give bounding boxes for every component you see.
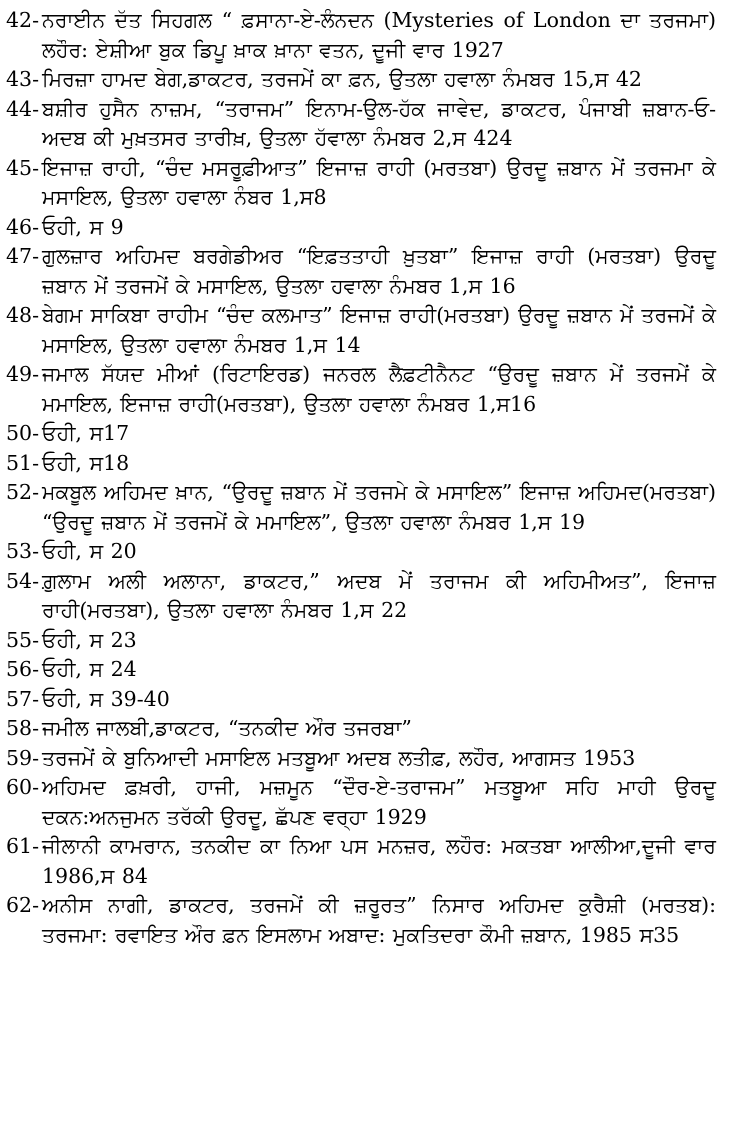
reference-number: 44- bbox=[6, 96, 40, 121]
reference-text: ਜੀਲਾਨੀ ਕਾਮਰਾਨ, ਤਨਕੀਦ ਕਾ ਨਿਆ ਪਸ ਮਨਜ਼ਰ, ਲਹੌਰ: ਮਕਤਬਾ ਆਲੀਆ,ਦੂਜੀ ਵਾਰ 1986,ਸ 84 bbox=[42, 834, 716, 888]
reference-item bbox=[6, 832, 716, 891]
reference-item bbox=[6, 685, 716, 715]
reference-number: 55- bbox=[6, 627, 40, 652]
reference-item bbox=[6, 891, 716, 950]
reference-number: 52- bbox=[6, 480, 40, 504]
reference-text: ਓਹੀ, ਸ18 bbox=[42, 450, 130, 475]
reference-item bbox=[6, 154, 716, 213]
reference-number: 50- bbox=[6, 421, 40, 445]
reference-item bbox=[6, 6, 716, 65]
reference-text: ਗ਼ੁਲਾਮ ਅਲੀ ਅਲਾਨਾ, ਡਾਕਟਰ,” ਅਦਬ ਮੇਂ ਤਰਾਜਮ ਕੀ ਅਹਿਮੀਅਤ”, ਇਜਾਜ਼ ਰਾਹੀ(ਮਰਤਬਾ), ਉਤਲਾ ਹਵਾਲਾ ਨੰਮਬਰ 1,ਸ 22 bbox=[42, 568, 716, 622]
reference-item bbox=[6, 65, 716, 95]
reference-item bbox=[6, 537, 716, 567]
reference-item bbox=[6, 714, 716, 744]
reference-text: ਜਮਾਲ ਸੱਯਦ ਮੀਆਂ (ਰਿਟਾਇਰਡ) ਜਨਰਲ ਲੈਫ਼ਟੀਨੈਨਟ “ਉਰਦੂ ਜ਼ਬਾਨ ਮੇਂ ਤਰਜਮੇਂ ਕੇ ਮਮਾਇਲ, ਇਜਾਜ਼ ਰਾਹੀ(ਮਰਤਬਾ), ਉਤਲਾ ਹਵਾਲਾ ਨੰਮਬਰ 1,ਸ16 bbox=[42, 362, 716, 416]
reference-text: ਮਕਬੂਲ ਅਹਿਮਦ ਖ਼ਾਨ, “ਉਰਦੂ ਜ਼ਬਾਨ ਮੇਂ ਤਰਜਮੇ ਕੇ ਮਸਾਇਲ” ਇਜਾਜ਼ ਅਹਿਮਦ(ਮਰਤਬਾ) “ਉਰਦੂ ਜ਼ਬਾਨ ਮੇਂ ਤਰਜਮੇਂ ਕੇ ਮਮਾਇਲ”, ਉਤਲਾ ਹਵਾਲਾ ਨੰਮਬਰ 1,ਸ 19 bbox=[42, 480, 716, 534]
reference-text: ਓਹੀ, ਸ 23 bbox=[42, 627, 137, 652]
reference-item bbox=[6, 478, 716, 537]
reference-text: ਓਹੀ, ਸ 24 bbox=[42, 657, 137, 681]
reference-text: ਇਜਾਜ਼ ਰਾਹੀ, “ਚੰਦ ਮਸਰੂਫ਼ੀਆਤ” ਇਜਾਜ਼ ਰਾਹੀ (ਮਰਤਬਾ) ਉਰਦੂ ਜ਼ਬਾਨ ਮੇਂ ਤਰਜਮਾ ਕੇ ਮਸਾਇਲ, ਉਤਲਾ ਹਵਾਲਾ ਨੰਬਰ 1,ਸ8 bbox=[42, 155, 716, 209]
reference-item bbox=[6, 95, 716, 154]
reference-item bbox=[6, 744, 716, 774]
reference-number: 56- bbox=[6, 657, 40, 681]
reference-item bbox=[6, 213, 716, 243]
reference-item bbox=[6, 567, 716, 626]
reference-text: ਅਹਿਮਦ ਫ਼ਖ਼ਰੀ, ਹਾਜੀ, ਮਜ਼ਮੂਨ “ਦੌਰ-ਏ-ਤਰਾਜਮ” ਮਤਬੂਆ ਸਹਿ ਮਾਹੀ ਉਰਦੂ ਦਕਨ:ਅਨਜੁਮਨ ਤਰੱਕੀ ਉਰਦੂ, ਛੱਪਣ ਵਰ੍ਹਾ 1929 bbox=[42, 775, 716, 829]
reference-item bbox=[6, 626, 716, 656]
reference-text: ਬੇਗਮ ਸਾਕਿਬਾ ਰਾਹੀਮ “ਚੰਦ ਕਲਮਾਤ” ਇਜਾਜ਼ ਰਾਹੀ(ਮਰਤਬਾ) ਉਰਦੂ ਜ਼ਬਾਨ ਮੇਂ ਤਰਜਮੇਂ ਕੇ ਮਸਾਇਲ, ਉਤਲਾ ਹਵਾਲਾ ਨੰਮਬਰ 1,ਸ 14 bbox=[42, 303, 716, 357]
reference-item bbox=[6, 449, 716, 479]
reference-number: 49- bbox=[6, 362, 40, 386]
reference-number: 48- bbox=[6, 303, 40, 327]
reference-number: 62- bbox=[6, 893, 40, 917]
reference-number: 54- bbox=[6, 568, 40, 593]
reference-text: ਜਮੀਲ ਜਾਲਬੀ,ਡਾਕਟਰ, “ਤਨਕੀਦ ਔਰ ਤਜਰਬਾ” bbox=[42, 716, 412, 740]
reference-text: ਬਸ਼ੀਰ ਹੁਸੈਨ ਨਾਜ਼ਮ, “ਤਰਾਜਮ” ਇਨਾਮ-ਉਲ-ਹੱਕ ਜਾਵੇਦ, ਡਾਕਟਰ, ਪੰਜਾਬੀ ਜ਼ਬਾਨ-ਓ-ਅਦਬ ਕੀ ਮੁਖ਼ਤਸਰ ਤਾਰੀਖ਼, ਉਤਲਾ ਹੱਵਾਲਾ ਨੰਮਬਰ 2,ਸ 424 bbox=[42, 96, 716, 150]
reference-number: 59- bbox=[6, 745, 40, 770]
reference-text: ਓਹੀ, ਸ17 bbox=[42, 421, 130, 445]
reference-number: 47- bbox=[6, 244, 40, 268]
reference-text: ਅਨੀਸ ਨਾਗੀ, ਡਾਕਟਰ, ਤਰਜਮੇਂ ਕੀ ਜ਼ਰੂਰਤ” ਨਿਸਾਰ ਅਹਿਮਦ ਕੁਰੈਸ਼ੀ (ਮਰਤਬ): ਤਰਜਮਾ: ਰਵਾਇਤ ਔਰ ਫ਼ਨ ਇਸਲਾਮ ਅਬਾਦ: ਮੁਕਤਿਦਰਾ ਕੌਮੀ ਜ਼ਬਾਨ, 1985 ਸ35 bbox=[42, 893, 716, 947]
reference-number: 42- bbox=[6, 8, 40, 32]
reference-text: ਓਹੀ, ਸ 20 bbox=[42, 539, 137, 563]
reference-text: ਗੁਲਜ਼ਾਰ ਅਹਿਮਦ ਬਰਗੇਡੀਅਰ “ਇਫ਼ਤਤਾਹੀ ਖ਼ੁਤਬਾ” ਇਜਾਜ਼ ਰਾਹੀ (ਮਰਤਬਾ) ਉਰਦੂ ਜ਼ਬਾਨ ਮੇਂ ਤਰਜਮੇਂ ਕੇ ਮਸਾਇਲ, ਉਤਲਾ ਹਵਾਲਾ ਨੰਮਬਰ 1,ਸ 16 bbox=[42, 244, 716, 298]
reference-item bbox=[6, 419, 716, 449]
reference-text: ਮਿਰਜ਼ਾ ਹਾਮਦ ਬੇਗ,ਡਾਕਟਰ, ਤਰਜਮੇਂ ਕਾ ਫ਼ਨ, ਉਤਲਾ ਹਵਾਲਾ ਨੰਮਬਰ 15,ਸ 42 bbox=[42, 67, 642, 91]
reference-number: 57- bbox=[6, 686, 40, 711]
reference-item bbox=[6, 773, 716, 832]
reference-number: 60- bbox=[6, 775, 40, 799]
reference-item bbox=[6, 242, 716, 301]
reference-number: 51- bbox=[6, 450, 40, 475]
reference-text: ਤਰਜਮੇਂ ਕੇ ਬੁਨਿਆਦੀ ਮਸਾਇਲ ਮਤਬੂਆ ਅਦਬ ਲਤੀਫ਼, ਲਹੌਰ, ਆਗਸਤ 1953 bbox=[42, 745, 636, 770]
reference-text: ਓਹੀ, ਸ 9 bbox=[42, 214, 124, 239]
reference-number: 61- bbox=[6, 834, 40, 858]
reference-text: ਓਹੀ, ਸ 39-40 bbox=[42, 686, 170, 711]
reference-item bbox=[6, 360, 716, 419]
reference-number: 45- bbox=[6, 155, 40, 180]
reference-text: ਨਰਾਈਨ ਦੱਤ ਸਿਹਗਲ “ ਫ਼ਸਾਨਾ-ਏ-ਲੰਨਦਨ (Mysteries of London ਦਾ ਤਰਜਮਾ) ਲਹੌਰ: ਏਸ਼ੀਆ ਬੁਕ ਡਿਪੂ ਖ਼ਾਕ ਖ਼ਾਨਾ ਵਤਨ, ਦੂਜੀ ਵਾਰ 1927 bbox=[42, 8, 716, 62]
reference-number: 53- bbox=[6, 539, 40, 563]
reference-number: 58- bbox=[6, 716, 40, 740]
reference-item bbox=[6, 655, 716, 685]
reference-number: 43- bbox=[6, 67, 40, 91]
reference-item bbox=[6, 301, 716, 360]
reference-number: 46- bbox=[6, 214, 40, 239]
